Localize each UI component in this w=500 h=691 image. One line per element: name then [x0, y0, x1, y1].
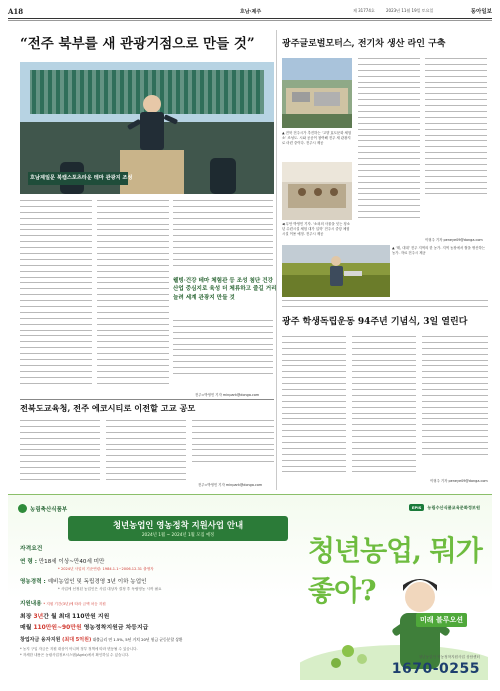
support-duration: 최장 3년간 월 최대 110만원 지원 — [20, 614, 110, 620]
top-rule — [8, 18, 492, 19]
support-heading: 지원내용 — [20, 601, 42, 607]
support-note: * 지원 기간(3년)에 따라 금액 차등 지원 — [43, 602, 106, 606]
support-heading-row — [20, 599, 106, 607]
main-article-body-col2 — [97, 200, 169, 396]
ministry-logo — [18, 504, 67, 513]
loan-support: 창업자금 융자지원 (최대 5억원) 대출금리 연 1.5%, 5년 거치 20년 원금 균등분할 상환 — [20, 637, 183, 643]
right-bottom-byline: 이형주 기자 peneye09@donga.com — [430, 479, 488, 483]
masthead — [8, 6, 492, 16]
right-bottom-body-col1 — [282, 336, 346, 482]
ad-subtitle: 2024년 1월 ~ 2024년 1월 모집 예정 — [141, 533, 215, 538]
publication-date: 2023년 11월 19일 토요일 — [386, 8, 434, 13]
mid-body-col3 — [192, 420, 274, 480]
main-headline: “전주 북부를 새 관광거점으로 만들 것” — [20, 36, 255, 52]
ministry-emblem-icon — [18, 504, 27, 513]
right-top-body-col1 — [358, 58, 420, 234]
top-rule-thin — [8, 20, 492, 21]
right-top-byline: 이형주 기자 peneye09@donga.com — [425, 238, 483, 242]
facility-interior-photo — [282, 162, 352, 220]
right-top-body-col2 — [425, 58, 487, 234]
right-top-body-under-photo — [282, 300, 488, 312]
right-bottom-headline: 광주 학생독립운동 94주년 기념식, 3일 열린다 — [282, 317, 468, 327]
age-note: * 2024년 사업의 기준연령: 1984.1.1~2006.12.31 출생자 — [58, 567, 154, 571]
hotline-number[interactable]: 1670-0255 — [391, 661, 480, 677]
right-bottom-body-col3 — [422, 336, 488, 466]
ad-hero-badge: 미래 블루오션 — [416, 613, 467, 627]
page-number: A18 — [8, 6, 24, 16]
ministry-logo-text: 농림축산식품부 — [30, 506, 68, 513]
mid-rule — [20, 399, 274, 400]
section-name: 호남·제주 — [240, 8, 262, 15]
experience-requirement — [20, 577, 147, 585]
ad-hero-text: 청년농업, 뭐가좋아? — [308, 534, 482, 607]
photo-caption-1: ▲ 전북 전주시가 추진하는 ‘고향 효도문화 체험 소’ 조성도. 시와 공공이 참여해 전주 새 관광지로 마련 중이다. 전주시 제공 — [282, 131, 352, 145]
ad-title-text: 청년농업인 영농정착 지원사업 안내 — [112, 520, 244, 530]
age-value: 만18세 이상~만40세 미만 — [38, 559, 105, 565]
facility-interior-illustration — [282, 162, 352, 220]
experience-value: 예비농업인 및 독립경영 3년 이하 농업인 — [47, 579, 147, 585]
rice-farm-photo — [282, 245, 390, 297]
mid-headline: 전북도교육청, 전주 에코시티로 이전할 고교 공모 — [20, 403, 196, 413]
mid-byline: 전주=박영민 기자 minpark@donga.com — [198, 483, 263, 487]
agency-logo-text: 농림수산식품교육문화정보원 — [427, 504, 480, 510]
photo-caption-3: ▲ ‘태, 대대’ 전주 지역의 한 농가. 지역 농장에서 쌀을 생산하는 농가. 자료 전주시 제공 — [392, 246, 486, 255]
age-label: 연 령 : — [20, 559, 37, 565]
advertisement[interactable] — [8, 494, 492, 684]
age-requirement — [20, 557, 104, 565]
experience-label: 영농경력 : — [20, 579, 46, 585]
fineprint-2: * 자세한 내용은 농림사업정보시스템(Agrix)에서 확인하실 수 있습니다. — [20, 653, 130, 657]
aerial-site-photo — [282, 58, 352, 128]
right-top-headline: 광주글로벌모터스, 전기차 생산 라인 구축 — [282, 39, 446, 49]
issue-number: 제 31774호 — [353, 8, 375, 13]
main-article-body-col3b — [173, 320, 273, 388]
ad-title — [68, 516, 288, 541]
main-byline: 전주=박영민 기자 minpark@donga.com — [195, 393, 260, 397]
newspaper-name: 동아일보 — [470, 9, 492, 15]
column-divider — [276, 30, 277, 490]
right-bottom-body-col2 — [352, 336, 416, 482]
pull-quote: 웰빙·건강 테마 체험관 등 조성 첨단 건강산업 중심지로 육성 더 체류하고 즐길 거리 늘려 세계 관광지 만들 것 — [173, 278, 277, 301]
photo-caption-2: ◀ 무안 박영민 기자. ‘소외의 사물을 잇는 청소년 수련시설 체험 대가 입학’ 전주시 중앙 체험시설 이용 예정. 전주시 제공 — [282, 222, 350, 236]
rice-farm-illustration — [282, 245, 390, 297]
aerial-site-illustration — [282, 58, 352, 128]
mid-body-col1 — [20, 420, 100, 488]
fineprint-1: * 농지 구입 자금은 지원 대상이 아니며 정부 정책에 따라 변동될 수 있습니다. — [20, 647, 138, 651]
agency-logo-tag: EPIS — [409, 504, 425, 511]
mid-body-col2 — [106, 420, 186, 488]
main-article-photo — [20, 62, 274, 194]
main-article-body — [20, 200, 92, 396]
agency-logo — [409, 504, 480, 511]
eligibility-heading: 자격요건 — [20, 546, 43, 552]
photo-banner: 호남제일문 북캠스포츠타운 테마 관광지 조성 — [30, 175, 133, 181]
experience-note: * 사업에 선정된 농업인은 사업 대상자 결정 후 독립영농 시작 필요 — [58, 587, 162, 591]
hotline-label: 청년농업인 영농정착지원사업 상담센터 — [418, 655, 480, 659]
support-amount: 매월 110만원~90만원 영농정착지원금 차등지급 — [20, 625, 149, 631]
main-article-body-col3 — [173, 200, 273, 274]
